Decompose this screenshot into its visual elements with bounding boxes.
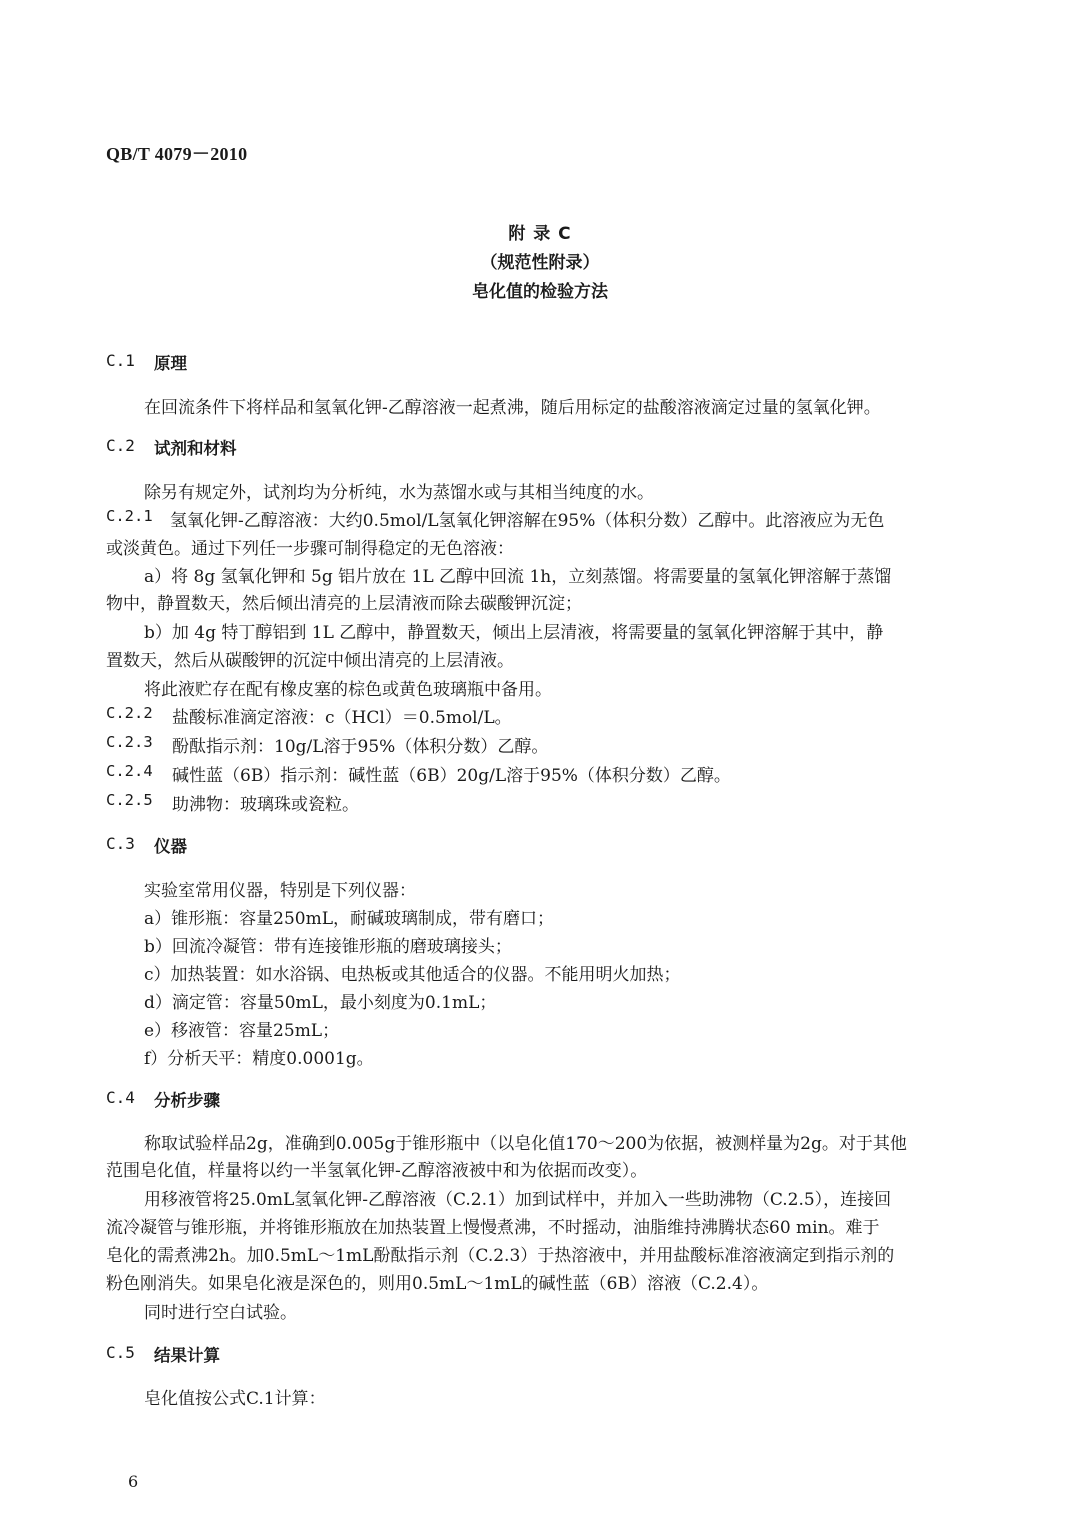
c1-paragraph: 在回流条件下将样品和氢氧化钾-乙醇溶液一起煮沸，随后用标定的盐酸溶液滴定过量的氢氧化钾。	[144, 398, 881, 418]
c21-a-line-2: 物中，静置数天，然后倾出清亮的上层清液而除去碳酸钾沉淀；	[106, 594, 582, 614]
c4-p2-line-4: 粉色刚消失。如果皂化液是深色的，则用0.5mL～1mL的碱性蓝（6B）溶液（C.2.4）。	[106, 1274, 769, 1294]
c3-item: a）锥形瓶：容量250mL，耐碱玻璃制成，带有磨口；	[144, 909, 554, 929]
c24-text: 碱性蓝（6B）指示剂：碱性蓝（6B）20g/L溶于95%（体积分数）乙醇。	[172, 766, 731, 786]
c4-p1-line-2: 范围皂化值，样量将以约一半氢氧化钾-乙醇溶液被中和为依据而改变）。	[106, 1161, 648, 1181]
c4-p2-line-3: 皂化的需煮沸2h。加0.5mL～1mL酚酞指示剂（C.2.3）于热溶液中，并用盐酸标准溶液滴定到指示剂的	[106, 1246, 895, 1266]
section-c4-number: C.4	[106, 1088, 135, 1107]
c25-text: 助沸物：玻璃珠或瓷粒。	[172, 795, 359, 815]
section-c2-number: C.2	[106, 436, 135, 455]
c4-p2-line-1: 用移液管将25.0mL氢氧化钾-乙醇溶液（C.2.1）加到试样中，并加入一些助沸物（C.2.5），连接回	[144, 1190, 892, 1210]
annex-label: 附 录 C	[508, 224, 572, 244]
c23-text: 酚酞指示剂：10g/L溶于95%（体积分数）乙醇。	[172, 737, 549, 757]
section-c1-title: 原理	[154, 354, 187, 373]
c23-number: C.2.3	[106, 733, 153, 751]
c21-line-1: 氢氧化钾-乙醇溶液：大约0.5mol/L氢氧化钾溶解在95%（体积分数）乙醇中。此溶液应为无色	[170, 511, 885, 531]
c4-p3: 同时进行空白试验。	[144, 1303, 297, 1323]
c22-number: C.2.2	[106, 704, 153, 722]
c22-text: 盐酸标准滴定溶液：c（HCl）＝0.5mol/L。	[172, 708, 512, 728]
c3-intro: 实验室常用仪器，特别是下列仪器：	[144, 881, 416, 901]
c4-p1-line-1: 称取试验样品2g，准确到0.005g于锥形瓶中（以皂化值170～200为依据，被测样量为2g。对于其他	[144, 1134, 907, 1154]
c24-number: C.2.4	[106, 762, 153, 780]
c21-b-line-1: b）加 4g 特丁醇铝到 1L 乙醇中，静置数天，倾出上层清液，将需要量的氢氧化钾溶解于其中，静	[144, 623, 884, 643]
c4-p2-line-2: 流冷凝管与锥形瓶，并将锥形瓶放在加热装置上慢慢煮沸，不时摇动，油脂维持沸腾状态60 min。难于	[106, 1218, 880, 1238]
c21-b-line-2: 置数天，然后从碳酸钾的沉淀中倾出清亮的上层清液。	[106, 651, 514, 671]
c3-item: c）加热装置：如水浴锅、电热板或其他适合的仪器。不能用明火加热；	[144, 965, 681, 985]
c25-number: C.2.5	[106, 791, 153, 809]
annex-title: 皂化值的检验方法	[472, 282, 608, 302]
c21-storage: 将此液贮存在配有橡皮塞的棕色或黄色玻璃瓶中备用。	[144, 680, 552, 700]
c3-item: d）滴定管：容量50mL，最小刻度为0.1mL；	[144, 993, 497, 1013]
c21-a-line-1: a）将 8g 氢氧化钾和 5g 铝片放在 1L 乙醇中回流 1h，立刻蒸馏。将需要量的氢氧化钾溶解于蒸馏	[144, 567, 892, 587]
section-c3-number: C.3	[106, 834, 135, 853]
c2-intro: 除另有规定外，试剂均为分析纯，水为蒸馏水或与其相当纯度的水。	[144, 483, 654, 503]
c3-item: e）移液管：容量25mL；	[144, 1021, 340, 1041]
c3-item: f）分析天平：精度0.0001g。	[144, 1049, 374, 1069]
annex-type: （规范性附录）	[480, 253, 600, 273]
section-c5-number: C.5	[106, 1343, 135, 1362]
section-c3-title: 仪器	[154, 837, 187, 856]
c3-item: b）回流冷凝管：带有连接锥形瓶的磨玻璃接头；	[144, 937, 512, 957]
section-c5-title: 结果计算	[154, 1346, 220, 1365]
c21-number: C.2.1	[106, 507, 153, 525]
section-c2-title: 试剂和材料	[154, 439, 237, 458]
c21-line-2: 或淡黄色。通过下列任一步骤可制得稳定的无色溶液：	[106, 539, 514, 559]
standard-code: QB/T 4079－2010	[106, 144, 248, 164]
section-c1-number: C.1	[106, 351, 135, 370]
section-c4-title: 分析步骤	[154, 1091, 220, 1110]
page-number: 6	[128, 1472, 139, 1491]
c5-paragraph: 皂化值按公式C.1计算：	[144, 1389, 326, 1409]
